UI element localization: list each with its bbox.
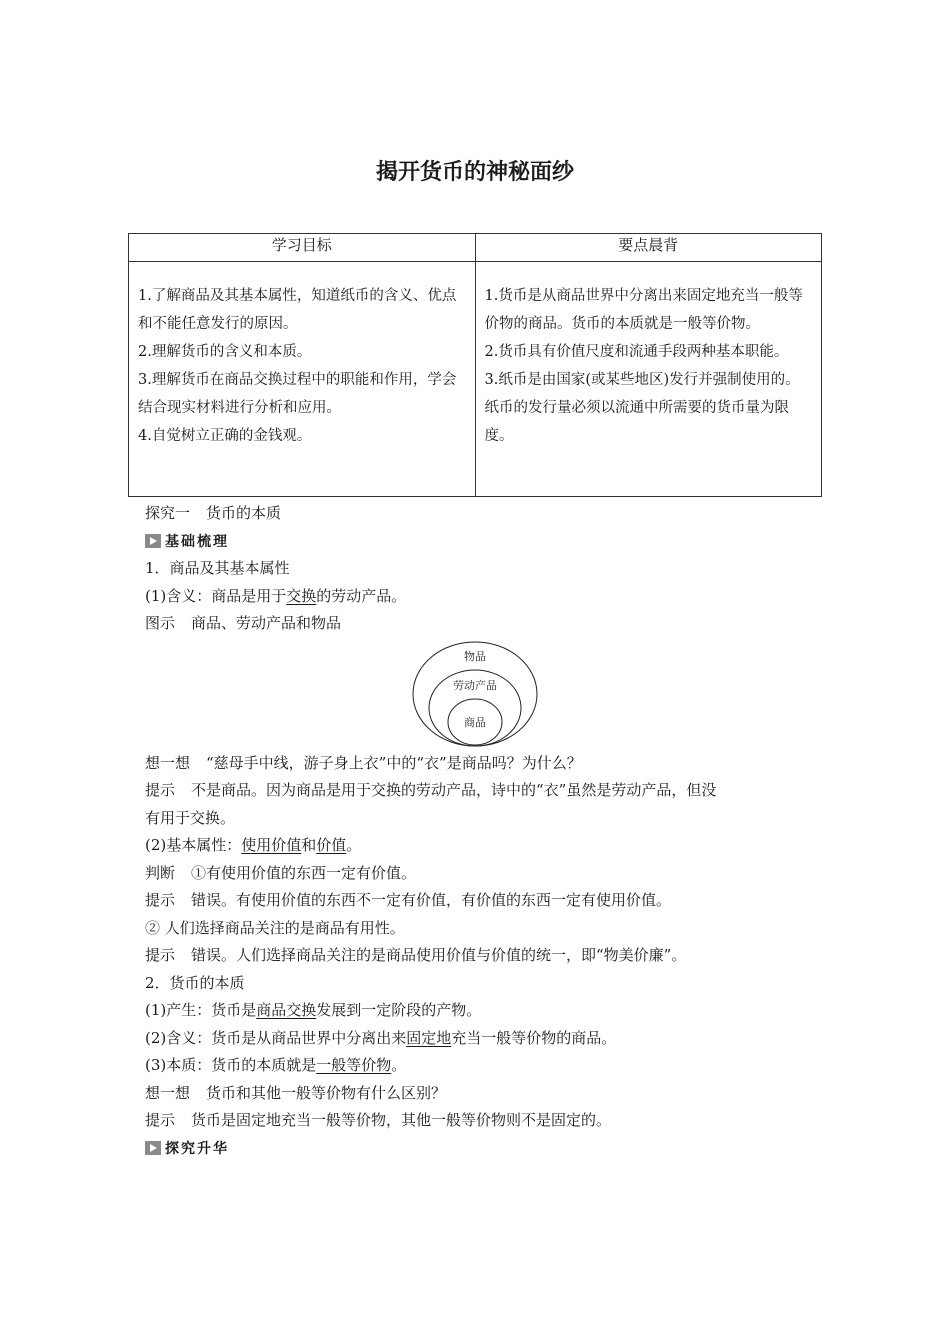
section-title: 货币的本质 bbox=[206, 504, 282, 522]
paragraph: (2)含义：货币是从商品世界中分离出来固定地充当一般等价物的商品。 bbox=[145, 1028, 617, 1047]
table-header-learning-goals: 学习目标 bbox=[129, 234, 476, 262]
page-title: 揭开货币的神秘面纱 bbox=[375, 160, 574, 185]
answer-blank: 使用价值 bbox=[241, 836, 302, 854]
basics-header bbox=[145, 528, 825, 556]
paragraph: 想一想 “慈母手中线，游子身上衣”中的“衣”是商品吗？为什么？ bbox=[145, 753, 582, 772]
deepen-header-label: 探究升华 bbox=[165, 1141, 229, 1158]
paragraph: 1．商品及其基本属性 bbox=[145, 559, 290, 577]
answer-blank: 交换 bbox=[286, 586, 317, 605]
paragraph: 提示 错误。人们选择商品关注的是商品使用价值与价值的统一，即“物美价廉”。 bbox=[145, 946, 687, 964]
goal-item: 1.了解商品及其基本属性，知道纸币的含义、优点和不能任意发行的原因。 bbox=[138, 288, 457, 332]
answer-blank: 价值 bbox=[316, 836, 347, 854]
key-points-cell bbox=[475, 262, 822, 497]
paragraph: (1)含义：商品是用于交换的劳动产品。 bbox=[145, 586, 407, 605]
goals-table bbox=[128, 233, 822, 497]
main-content bbox=[145, 500, 825, 1162]
venn-diagram bbox=[411, 640, 541, 748]
goal-item: 3.理解货币在商品交换过程中的职能和作用，学会结合现实材料进行分析和应用。 bbox=[138, 372, 457, 416]
inner-label: 商品 bbox=[464, 715, 486, 729]
paragraph: 有用于交换。 bbox=[145, 808, 236, 827]
paragraph: 提示 错误。有使用价值的东西不一定有价值，有价值的东西一定有使用价值。 bbox=[145, 891, 672, 909]
answer-blank: 一般等价物 bbox=[316, 1056, 392, 1074]
paragraph: (2)基本属性：使用价值和价值。 bbox=[145, 836, 362, 854]
section-heading bbox=[145, 500, 825, 528]
table-header-key-points: 要点晨背 bbox=[475, 234, 822, 262]
paragraph: (1)产生：货币是商品交换发展到一定阶段的产物。 bbox=[145, 1001, 482, 1019]
paragraph: 想一想 货币和其他一般等价物有什么区别？ bbox=[145, 1083, 447, 1102]
paragraph: 提示 货币是固定地充当一般等价物，其他一般等价物则不是固定的。 bbox=[145, 1111, 612, 1129]
answer-blank: 固定地 bbox=[406, 1028, 452, 1047]
key-point-item: 2.货币具有价值尺度和流通手段两种基本职能。 bbox=[484, 344, 789, 360]
middle-label: 劳动产品 bbox=[453, 678, 497, 692]
outer-label: 物品 bbox=[464, 649, 486, 663]
goal-item: 4.自觉树立正确的金钱观。 bbox=[138, 428, 312, 444]
nested-circles-diagram bbox=[145, 638, 825, 750]
play-arrow-icon bbox=[145, 534, 161, 548]
paragraph: ② 人们选择商品关注的是商品有用性。 bbox=[145, 918, 405, 937]
paragraph: 图示 商品、劳动产品和物品 bbox=[145, 614, 342, 632]
play-arrow-icon bbox=[145, 1141, 161, 1155]
paragraph: 2．货币的本质 bbox=[145, 973, 245, 992]
answer-blank: 商品交换 bbox=[256, 1001, 317, 1019]
paragraph: 判断 ①有使用价值的东西一定有价值。 bbox=[145, 863, 417, 882]
goal-item: 2.理解货币的含义和本质。 bbox=[138, 344, 312, 360]
section-label: 探究一 bbox=[145, 504, 191, 522]
paragraph: 提示 不是商品。因为商品是用于交换的劳动产品，诗中的“衣”虽然是劳动产品，但没 bbox=[145, 781, 717, 799]
deepen-header bbox=[145, 1135, 825, 1163]
key-point-item: 3.纸币是由国家(或某些地区)发行并强制使用的。纸币的发行量必须以流通中所需要的货币量为限度。 bbox=[484, 372, 800, 444]
basics-header-label: 基础梳理 bbox=[165, 534, 229, 551]
learning-goals-cell bbox=[129, 262, 476, 497]
key-point-item: 1.货币是从商品世界中分离出来固定地充当一般等价物的商品。货币的本质就是一般等价物。 bbox=[484, 288, 803, 332]
paragraph: (3)本质：货币的本质就是一般等价物。 bbox=[145, 1056, 407, 1074]
